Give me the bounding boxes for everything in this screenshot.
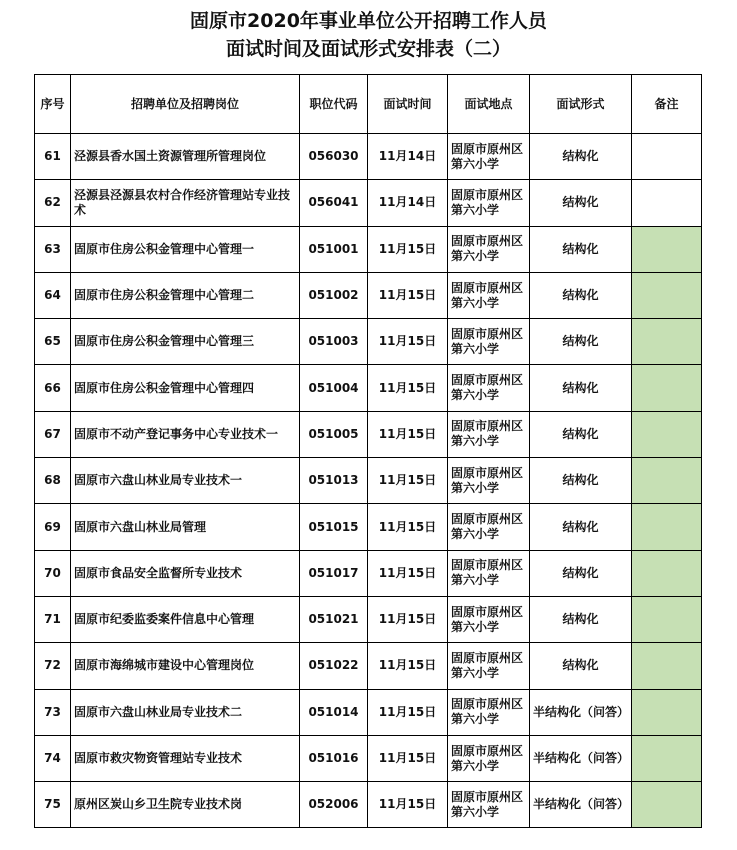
cell-code: 051003 [300, 319, 368, 365]
cell-time: 11月15日 [368, 689, 448, 735]
table-row [35, 411, 702, 457]
table-row [35, 735, 702, 781]
cell-note [632, 504, 702, 550]
cell-place: 固原市原州区第六小学 [448, 782, 530, 828]
cell-unit: 固原市住房公积金管理中心管理二 [71, 272, 300, 318]
cell-unit: 固原市不动产登记事务中心专业技术一 [71, 411, 300, 457]
cell-time: 11月15日 [368, 596, 448, 642]
cell-code: 051021 [300, 596, 368, 642]
table-row [35, 365, 702, 411]
cell-place: 固原市原州区第六小学 [448, 319, 530, 365]
table-row [35, 689, 702, 735]
cell-note [632, 365, 702, 411]
schedule-table [34, 74, 702, 828]
header-code: 职位代码 [300, 75, 368, 134]
cell-time: 11月15日 [368, 458, 448, 504]
cell-unit: 固原市六盘山林业局专业技术二 [71, 689, 300, 735]
cell-note [632, 782, 702, 828]
cell-code: 056041 [300, 180, 368, 226]
cell-code: 052006 [300, 782, 368, 828]
cell-seq: 67 [35, 411, 71, 457]
cell-code: 051017 [300, 550, 368, 596]
cell-seq: 65 [35, 319, 71, 365]
cell-form: 结构化 [530, 458, 632, 504]
cell-place: 固原市原州区第六小学 [448, 689, 530, 735]
table-row [35, 504, 702, 550]
cell-unit: 固原市食品安全监督所专业技术 [71, 550, 300, 596]
cell-seq: 63 [35, 226, 71, 272]
cell-time: 11月15日 [368, 365, 448, 411]
cell-place: 固原市原州区第六小学 [448, 180, 530, 226]
cell-form: 结构化 [530, 411, 632, 457]
cell-seq: 74 [35, 735, 71, 781]
cell-form: 结构化 [530, 596, 632, 642]
cell-form: 半结构化（问答） [530, 782, 632, 828]
cell-form: 结构化 [530, 365, 632, 411]
cell-note [632, 735, 702, 781]
cell-form: 结构化 [530, 272, 632, 318]
cell-form: 半结构化（问答） [530, 689, 632, 735]
cell-place: 固原市原州区第六小学 [448, 504, 530, 550]
cell-form: 结构化 [530, 180, 632, 226]
cell-note [632, 550, 702, 596]
cell-seq: 70 [35, 550, 71, 596]
cell-time: 11月15日 [368, 226, 448, 272]
cell-seq: 66 [35, 365, 71, 411]
cell-seq: 73 [35, 689, 71, 735]
cell-code: 051016 [300, 735, 368, 781]
cell-code: 051005 [300, 411, 368, 457]
cell-seq: 72 [35, 643, 71, 689]
cell-seq: 61 [35, 134, 71, 180]
table-row [35, 458, 702, 504]
cell-unit: 固原市六盘山林业局专业技术一 [71, 458, 300, 504]
cell-place: 固原市原州区第六小学 [448, 365, 530, 411]
header-seq: 序号 [35, 75, 71, 134]
cell-unit: 固原市救灾物资管理站专业技术 [71, 735, 300, 781]
cell-unit: 固原市住房公积金管理中心管理三 [71, 319, 300, 365]
cell-place: 固原市原州区第六小学 [448, 596, 530, 642]
cell-place: 固原市原州区第六小学 [448, 272, 530, 318]
cell-time: 11月15日 [368, 272, 448, 318]
cell-unit: 固原市六盘山林业局管理 [71, 504, 300, 550]
header-form: 面试形式 [530, 75, 632, 134]
cell-note [632, 134, 702, 180]
cell-code: 056030 [300, 134, 368, 180]
cell-note [632, 180, 702, 226]
cell-form: 结构化 [530, 319, 632, 365]
cell-seq: 68 [35, 458, 71, 504]
cell-place: 固原市原州区第六小学 [448, 735, 530, 781]
cell-note [632, 411, 702, 457]
cell-place: 固原市原州区第六小学 [448, 643, 530, 689]
table-row [35, 782, 702, 828]
cell-form: 结构化 [530, 226, 632, 272]
cell-time: 11月15日 [368, 319, 448, 365]
header-unit: 招聘单位及招聘岗位 [71, 75, 300, 134]
cell-time: 11月14日 [368, 180, 448, 226]
table-header-row [35, 75, 702, 134]
cell-code: 051015 [300, 504, 368, 550]
cell-note [632, 596, 702, 642]
page-title-line1: 固原市2020年事业单位公开招聘工作人员 [190, 10, 547, 32]
page-title-line2: 面试时间及面试形式安排表（二） [225, 38, 511, 60]
table-row [35, 596, 702, 642]
cell-unit: 固原市住房公积金管理中心管理一 [71, 226, 300, 272]
cell-seq: 64 [35, 272, 71, 318]
table-row [35, 550, 702, 596]
cell-code: 051001 [300, 226, 368, 272]
cell-form: 结构化 [530, 134, 632, 180]
cell-unit: 固原市纪委监委案件信息中心管理 [71, 596, 300, 642]
header-note: 备注 [632, 75, 702, 134]
table-row [35, 272, 702, 318]
cell-note [632, 272, 702, 318]
cell-time: 11月15日 [368, 643, 448, 689]
cell-code: 051022 [300, 643, 368, 689]
cell-code: 051013 [300, 458, 368, 504]
cell-code: 051002 [300, 272, 368, 318]
cell-unit: 泾源县香水国土资源管理所管理岗位 [71, 134, 300, 180]
cell-time: 11月15日 [368, 735, 448, 781]
cell-note [632, 689, 702, 735]
cell-form: 半结构化（问答） [530, 735, 632, 781]
header-time: 面试时间 [368, 75, 448, 134]
cell-unit: 固原市住房公积金管理中心管理四 [71, 365, 300, 411]
table-row [35, 319, 702, 365]
cell-form: 结构化 [530, 550, 632, 596]
table-row [35, 643, 702, 689]
cell-place: 固原市原州区第六小学 [448, 134, 530, 180]
cell-seq: 62 [35, 180, 71, 226]
cell-time: 11月15日 [368, 411, 448, 457]
cell-unit: 固原市海绵城市建设中心管理岗位 [71, 643, 300, 689]
cell-note [632, 226, 702, 272]
cell-unit: 泾源县泾源县农村合作经济管理站专业技术 [71, 180, 300, 226]
cell-note [632, 319, 702, 365]
cell-code: 051004 [300, 365, 368, 411]
cell-unit: 原州区炭山乡卫生院专业技术岗 [71, 782, 300, 828]
cell-seq: 71 [35, 596, 71, 642]
cell-seq: 75 [35, 782, 71, 828]
header-place: 面试地点 [448, 75, 530, 134]
cell-note [632, 458, 702, 504]
cell-place: 固原市原州区第六小学 [448, 550, 530, 596]
cell-seq: 69 [35, 504, 71, 550]
table-row [35, 226, 702, 272]
cell-place: 固原市原州区第六小学 [448, 411, 530, 457]
cell-code: 051014 [300, 689, 368, 735]
table-row [35, 134, 702, 180]
cell-note [632, 643, 702, 689]
cell-place: 固原市原州区第六小学 [448, 458, 530, 504]
cell-place: 固原市原州区第六小学 [448, 226, 530, 272]
table-row [35, 180, 702, 226]
cell-form: 结构化 [530, 504, 632, 550]
cell-time: 11月15日 [368, 782, 448, 828]
cell-time: 11月14日 [368, 134, 448, 180]
cell-time: 11月15日 [368, 550, 448, 596]
cell-time: 11月15日 [368, 504, 448, 550]
cell-form: 结构化 [530, 643, 632, 689]
